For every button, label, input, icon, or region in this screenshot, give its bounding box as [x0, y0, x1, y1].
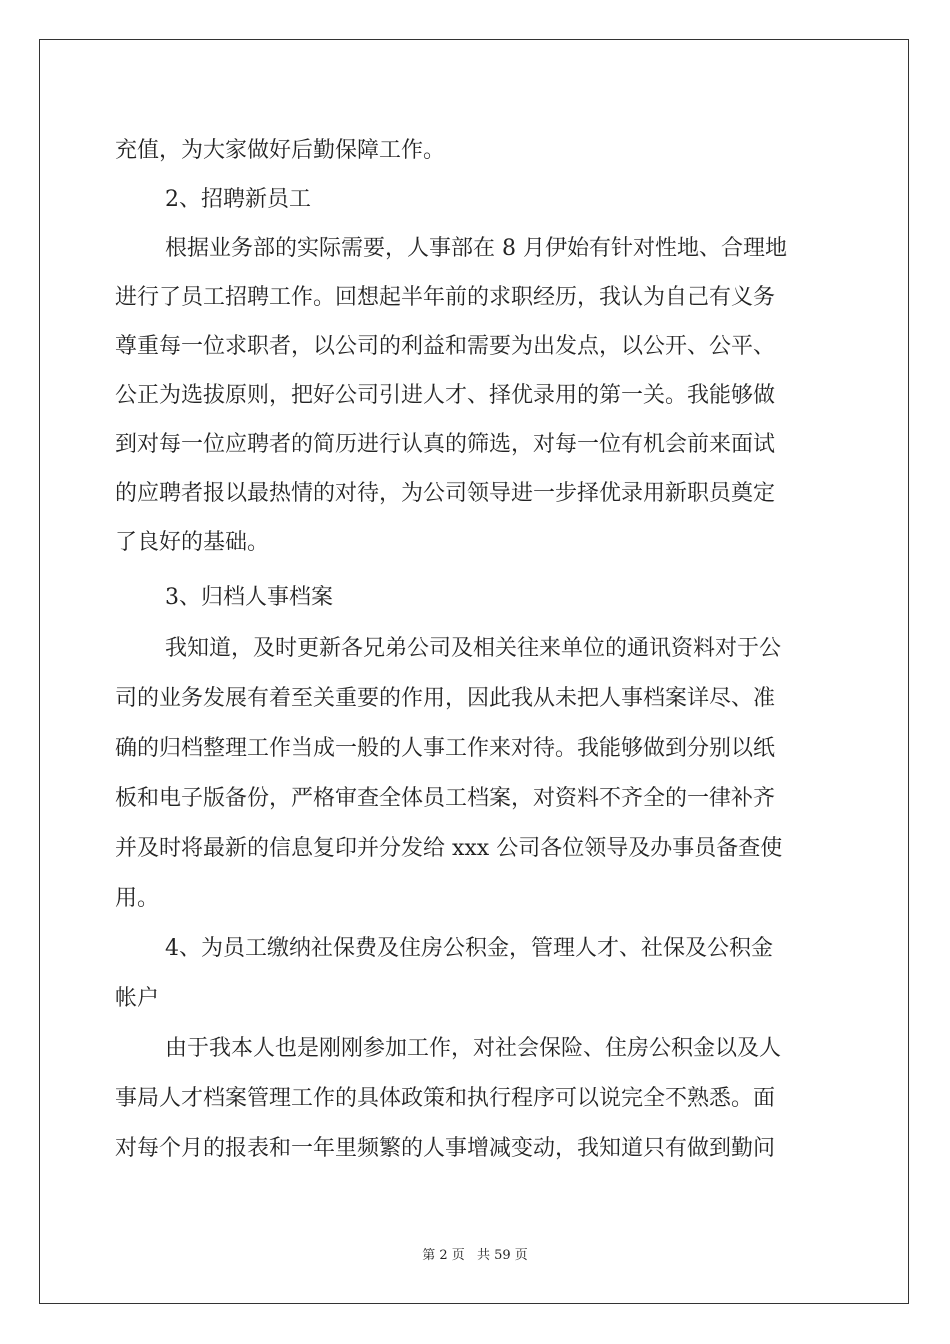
- paragraph-line: 并及时将最新的信息复印并分发给 xxx 公司各位领导及办事员备查使: [115, 836, 783, 861]
- paragraph-line: 了良好的基础。: [115, 530, 270, 555]
- paragraph-line: 对每个月的报表和一年里频繁的人事增减变动，我知道只有做到勤问: [115, 1136, 776, 1161]
- page-total: 共 59 页: [476, 1248, 528, 1263]
- paragraph-line: 公正为选拔原则，把好公司引进人才、择优录用的第一关。我能够做: [115, 383, 776, 408]
- section-heading-continued: 帐户: [115, 986, 160, 1011]
- page-number: 第 2 页: [422, 1248, 465, 1263]
- section-heading: 4、为员工缴纳社保费及住房公积金，管理人才、社保及公积金: [165, 936, 773, 961]
- paragraph-line: 事局人才档案管理工作的具体政策和执行程序可以说完全不熟悉。面: [115, 1086, 776, 1111]
- paragraph-line: 根据业务部的实际需要，人事部在 8 月伊始有针对性地、合理地: [165, 236, 787, 261]
- paragraph-line: 我知道，及时更新各兄弟公司及相关往来单位的通讯资料对于公: [165, 636, 782, 661]
- page-border: [39, 39, 909, 1304]
- paragraph-line: 板和电子版备份，严格审查全体员工档案，对资料不齐全的一律补齐: [115, 786, 776, 811]
- paragraph-line: 到对每一位应聘者的简历进行认真的筛选，对每一位有机会前来面试: [115, 432, 776, 457]
- paragraph-line: 确的归档整理工作当成一般的人事工作来对待。我能够做到分别以纸: [115, 736, 776, 761]
- paragraph-line: 尊重每一位求职者，以公司的利益和需要为出发点，以公开、公平、: [115, 334, 776, 359]
- paragraph-line: 充值，为大家做好后勤保障工作。: [115, 138, 446, 163]
- section-heading: 2、招聘新员工: [165, 187, 311, 212]
- paragraph-line: 的应聘者报以最热情的对待，为公司领导进一步择优录用新职员奠定: [115, 481, 776, 506]
- paragraph-line: 用。: [115, 886, 160, 911]
- paragraph-line: 由于我本人也是刚刚参加工作，对社会保险、住房公积金以及人: [165, 1036, 782, 1061]
- paragraph-line: 进行了员工招聘工作。回想起半年前的求职经历，我认为自己有义务: [115, 285, 776, 310]
- page-footer: [0, 1244, 950, 1263]
- section-heading: 3、归档人事档案: [165, 585, 333, 610]
- paragraph-line: 司的业务发展有着至关重要的作用，因此我从未把人事档案详尽、准: [115, 686, 776, 711]
